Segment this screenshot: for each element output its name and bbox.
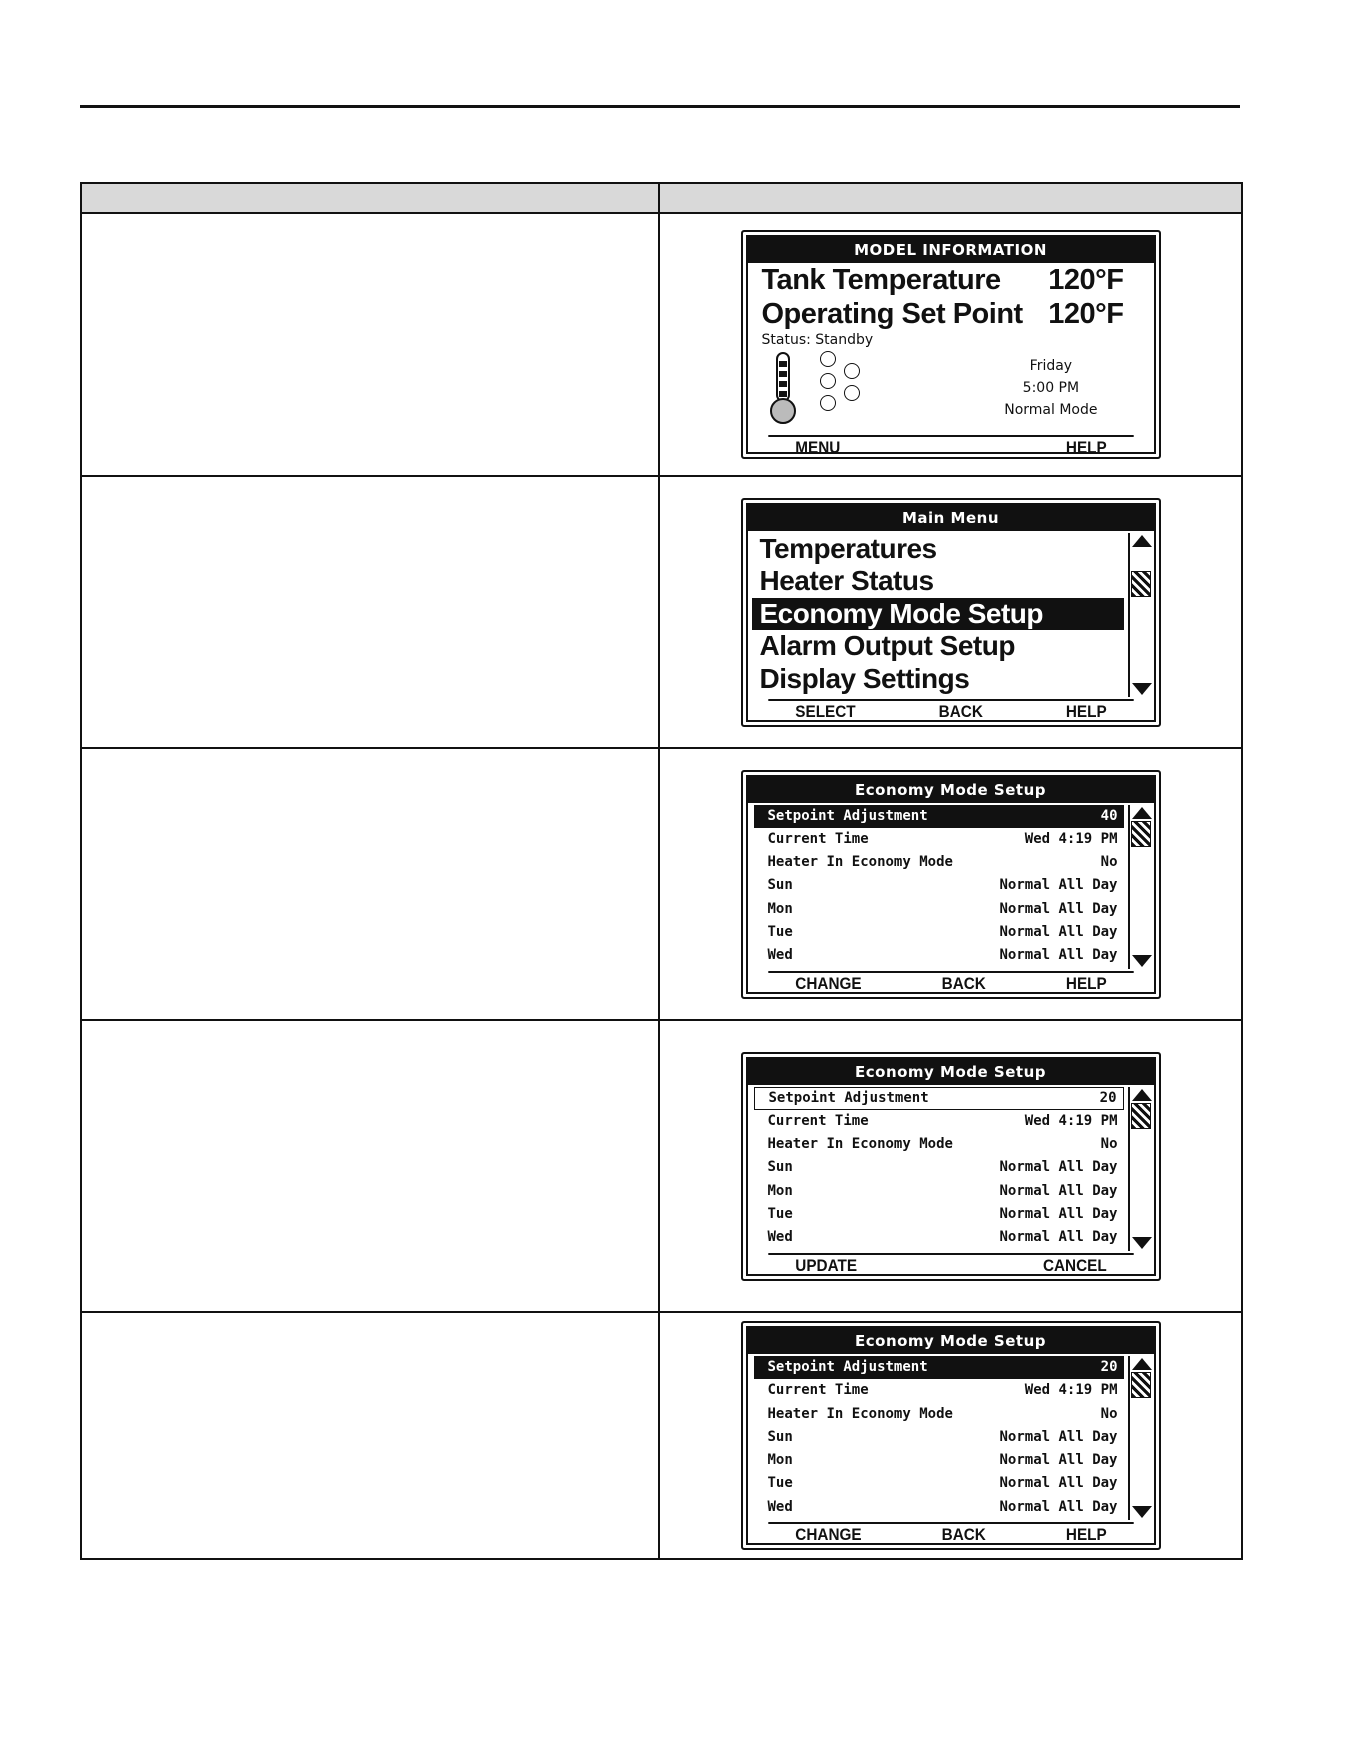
- setting-label: Setpoint Adjustment: [767, 1359, 928, 1375]
- back-softkey[interactable]: BACK: [941, 973, 986, 993]
- setting-row-setpoint-adjustment[interactable]: [754, 1356, 1124, 1379]
- back-softkey[interactable]: BACK: [938, 701, 983, 721]
- help-softkey[interactable]: HELP: [1065, 1525, 1107, 1544]
- scroll-thumb[interactable]: [1131, 821, 1151, 847]
- setting-label: Heater In Economy Mode: [767, 1405, 953, 1422]
- scroll-thumb[interactable]: [1131, 571, 1151, 597]
- setting-value: No: [1100, 1405, 1118, 1422]
- tank-temperature-label: Tank Temperature: [761, 264, 1001, 296]
- table-row: [81, 1312, 1242, 1559]
- update-softkey[interactable]: UPDATE: [794, 1255, 857, 1275]
- change-softkey[interactable]: CHANGE: [794, 973, 862, 993]
- setting-label: Tue: [767, 1475, 793, 1492]
- table-row: [81, 748, 1242, 1020]
- setting-row-setpoint-adjustment[interactable]: [754, 805, 1124, 828]
- setting-row-setpoint-adjustment[interactable]: [754, 1087, 1124, 1110]
- table-row: [81, 476, 1242, 748]
- setting-label: Wed: [767, 1229, 793, 1246]
- menu-body: [748, 531, 1154, 699]
- setting-value: Wed 4:19 PM: [1024, 830, 1118, 847]
- setting-row-heater-in-economy-mode[interactable]: [754, 1133, 1124, 1156]
- settings-list: [754, 1356, 1124, 1519]
- setting-row-sun[interactable]: [754, 1156, 1124, 1179]
- setting-row-current-time[interactable]: [754, 1110, 1124, 1133]
- menu-list: [752, 533, 1124, 696]
- setting-label: Wed: [767, 1498, 793, 1515]
- setting-value: 20: [1100, 1359, 1118, 1375]
- scroll-down-arrow-icon[interactable]: [1132, 1506, 1152, 1518]
- thermometer-icon: [768, 351, 798, 425]
- scrollbar[interactable]: [1128, 533, 1152, 697]
- setting-value: Normal All Day: [999, 877, 1118, 894]
- operating-set-point-value: 120°F: [1048, 298, 1124, 330]
- scroll-down-arrow-icon[interactable]: [1132, 1237, 1152, 1249]
- change-softkey[interactable]: CHANGE: [794, 1525, 862, 1544]
- scrollbar[interactable]: [1128, 1356, 1152, 1520]
- setting-label: Sun: [767, 1159, 793, 1176]
- cancel-softkey[interactable]: CANCEL: [1042, 1255, 1107, 1275]
- top-rule: [80, 105, 1240, 108]
- screen-cell: [659, 476, 1242, 748]
- menu-item-temperatures[interactable]: Temperatures: [759, 532, 937, 564]
- setting-row-tue[interactable]: [754, 1203, 1124, 1226]
- setting-row-wed[interactable]: [754, 1496, 1124, 1519]
- setting-value: Normal All Day: [999, 1229, 1118, 1246]
- screen-cell: [659, 213, 1242, 476]
- setting-value: Normal All Day: [999, 1475, 1118, 1492]
- select-softkey[interactable]: SELECT: [794, 701, 856, 721]
- operating-set-point-row: [748, 297, 1154, 331]
- back-softkey[interactable]: BACK: [941, 1525, 986, 1544]
- setting-label: Heater In Economy Mode: [767, 854, 953, 871]
- setting-value: Normal All Day: [999, 1159, 1118, 1176]
- settings-list: [754, 1087, 1124, 1250]
- settings-body: [748, 1085, 1154, 1253]
- setting-row-sun[interactable]: [754, 1426, 1124, 1449]
- setting-label: Sun: [767, 877, 793, 894]
- procedure-table: [80, 182, 1243, 1560]
- menu-item-display-settings[interactable]: Display Settings: [759, 662, 970, 694]
- table-header-row: [81, 183, 1242, 213]
- display-screen-economy-mode-setup: [741, 770, 1161, 999]
- help-softkey[interactable]: HELP: [1065, 438, 1107, 457]
- softkey-bar: [768, 971, 1133, 995]
- setting-value: No: [1100, 1136, 1118, 1153]
- setting-value: Normal All Day: [999, 1428, 1118, 1445]
- softkey-bar: [768, 1522, 1133, 1546]
- setting-value: Normal All Day: [999, 947, 1118, 964]
- mode-text: Normal Mode: [1004, 402, 1098, 418]
- time-text: 5:00 PM: [1022, 380, 1080, 396]
- setting-label: Mon: [767, 900, 793, 917]
- indicator-led-icon: [820, 395, 836, 411]
- screen-cell: [659, 1312, 1242, 1559]
- scroll-down-arrow-icon[interactable]: [1132, 955, 1152, 967]
- indicator-led-icon: [844, 363, 860, 379]
- setting-row-wed[interactable]: [754, 944, 1124, 967]
- setting-value: Normal All Day: [999, 1498, 1118, 1515]
- indicator-led-icon: [820, 351, 836, 367]
- settings-body: [748, 803, 1154, 971]
- softkey-bar: [768, 435, 1133, 459]
- setting-row-heater-in-economy-mode[interactable]: [754, 851, 1124, 874]
- status-text: Status: Standby: [761, 332, 874, 348]
- scroll-up-arrow-icon[interactable]: [1132, 807, 1152, 819]
- indicator-led-icon: [844, 385, 860, 401]
- scrollbar[interactable]: [1128, 1087, 1152, 1251]
- menu-item-economy-mode-setup[interactable]: Economy Mode Setup: [752, 598, 1124, 631]
- scroll-thumb[interactable]: [1131, 1103, 1151, 1129]
- setting-label: Mon: [767, 1452, 793, 1469]
- setting-value: Normal All Day: [999, 1182, 1118, 1199]
- setting-label: Mon: [767, 1182, 793, 1199]
- display-screen-main-menu: [741, 498, 1161, 727]
- setting-row-wed[interactable]: [754, 1226, 1124, 1249]
- scroll-up-arrow-icon[interactable]: [1132, 535, 1152, 547]
- scrollbar[interactable]: [1128, 805, 1152, 969]
- setting-label: Sun: [767, 1428, 793, 1445]
- setting-value: Wed 4:19 PM: [1024, 1112, 1118, 1129]
- setting-row-heater-in-economy-mode[interactable]: [754, 1403, 1124, 1426]
- setting-value: Normal All Day: [999, 1452, 1118, 1469]
- tank-temperature-row: [748, 263, 1154, 297]
- setting-label: Wed: [767, 947, 793, 964]
- display-screen-model-information: [741, 230, 1161, 459]
- screen-title: Economy Mode Setup: [748, 777, 1154, 803]
- setting-row-current-time[interactable]: [754, 1379, 1124, 1402]
- step-description-cell: [81, 1312, 659, 1559]
- setting-row-mon[interactable]: [754, 1449, 1124, 1472]
- settings-body: [748, 1354, 1154, 1522]
- display-screen-economy-mode-setup-editing: [741, 1052, 1161, 1281]
- setting-label: Current Time: [767, 830, 869, 847]
- step-description-cell: [81, 476, 659, 748]
- softkey-bar: [768, 699, 1133, 723]
- setting-value[interactable]: 20: [1099, 1089, 1117, 1106]
- softkey-bar: [768, 1253, 1133, 1277]
- setting-row-mon[interactable]: [754, 898, 1124, 921]
- setting-value: Normal All Day: [999, 900, 1118, 917]
- setting-value: No: [1100, 854, 1118, 871]
- menu-softkey[interactable]: MENU: [794, 438, 840, 457]
- step-description-cell: [81, 748, 659, 1020]
- table-row: [81, 213, 1242, 476]
- menu-item-heater-status[interactable]: Heater Status: [759, 565, 934, 596]
- setting-value: 40: [1100, 807, 1118, 824]
- screen-title: MODEL INFORMATION: [748, 237, 1154, 263]
- setting-label: Heater In Economy Mode: [767, 1136, 953, 1153]
- setting-row-mon[interactable]: [754, 1180, 1124, 1203]
- setting-value: Normal All Day: [999, 923, 1118, 940]
- step-description-cell: [81, 213, 659, 476]
- scroll-up-arrow-icon[interactable]: [1132, 1358, 1152, 1370]
- setting-label: Tue: [767, 923, 793, 940]
- setting-row-sun[interactable]: [754, 874, 1124, 897]
- setting-row-tue[interactable]: [754, 1472, 1124, 1495]
- help-softkey[interactable]: HELP: [1065, 973, 1107, 993]
- setting-row-tue[interactable]: [754, 921, 1124, 944]
- setting-value: Normal All Day: [999, 1205, 1118, 1222]
- status-area: [748, 349, 1154, 433]
- scroll-up-arrow-icon[interactable]: [1132, 1089, 1152, 1101]
- screen-title: Main Menu: [748, 505, 1154, 531]
- help-softkey[interactable]: HELP: [1065, 701, 1107, 721]
- step-description-cell: [81, 1020, 659, 1312]
- scroll-down-arrow-icon[interactable]: [1132, 683, 1152, 695]
- setting-label: Setpoint Adjustment: [768, 1089, 929, 1106]
- screen-cell: [659, 748, 1242, 1020]
- setting-value: Wed 4:19 PM: [1024, 1382, 1118, 1399]
- indicator-led-icon: [820, 373, 836, 389]
- screen-title: Economy Mode Setup: [748, 1328, 1154, 1354]
- day-time-mode: [1004, 355, 1097, 421]
- scroll-thumb[interactable]: [1131, 1372, 1151, 1398]
- setting-row-current-time[interactable]: [754, 828, 1124, 851]
- setting-label: Setpoint Adjustment: [767, 807, 928, 824]
- header-cell-right: [659, 183, 1242, 213]
- setting-label: Current Time: [767, 1382, 869, 1399]
- screen-cell: [659, 1020, 1242, 1312]
- table-row: [81, 1020, 1242, 1312]
- day-text: Friday: [1029, 358, 1073, 374]
- settings-list: [754, 805, 1124, 968]
- screen-title: Economy Mode Setup: [748, 1059, 1154, 1085]
- setting-label: Current Time: [767, 1112, 869, 1129]
- tank-temperature-value: 120°F: [1048, 264, 1124, 296]
- header-cell-left: [81, 183, 659, 213]
- setting-label: Tue: [767, 1205, 793, 1222]
- operating-set-point-label: Operating Set Point: [761, 298, 1023, 330]
- menu-item-alarm-output-setup[interactable]: Alarm Output Setup: [759, 630, 1015, 661]
- display-screen-economy-mode-setup-updated: [741, 1321, 1161, 1550]
